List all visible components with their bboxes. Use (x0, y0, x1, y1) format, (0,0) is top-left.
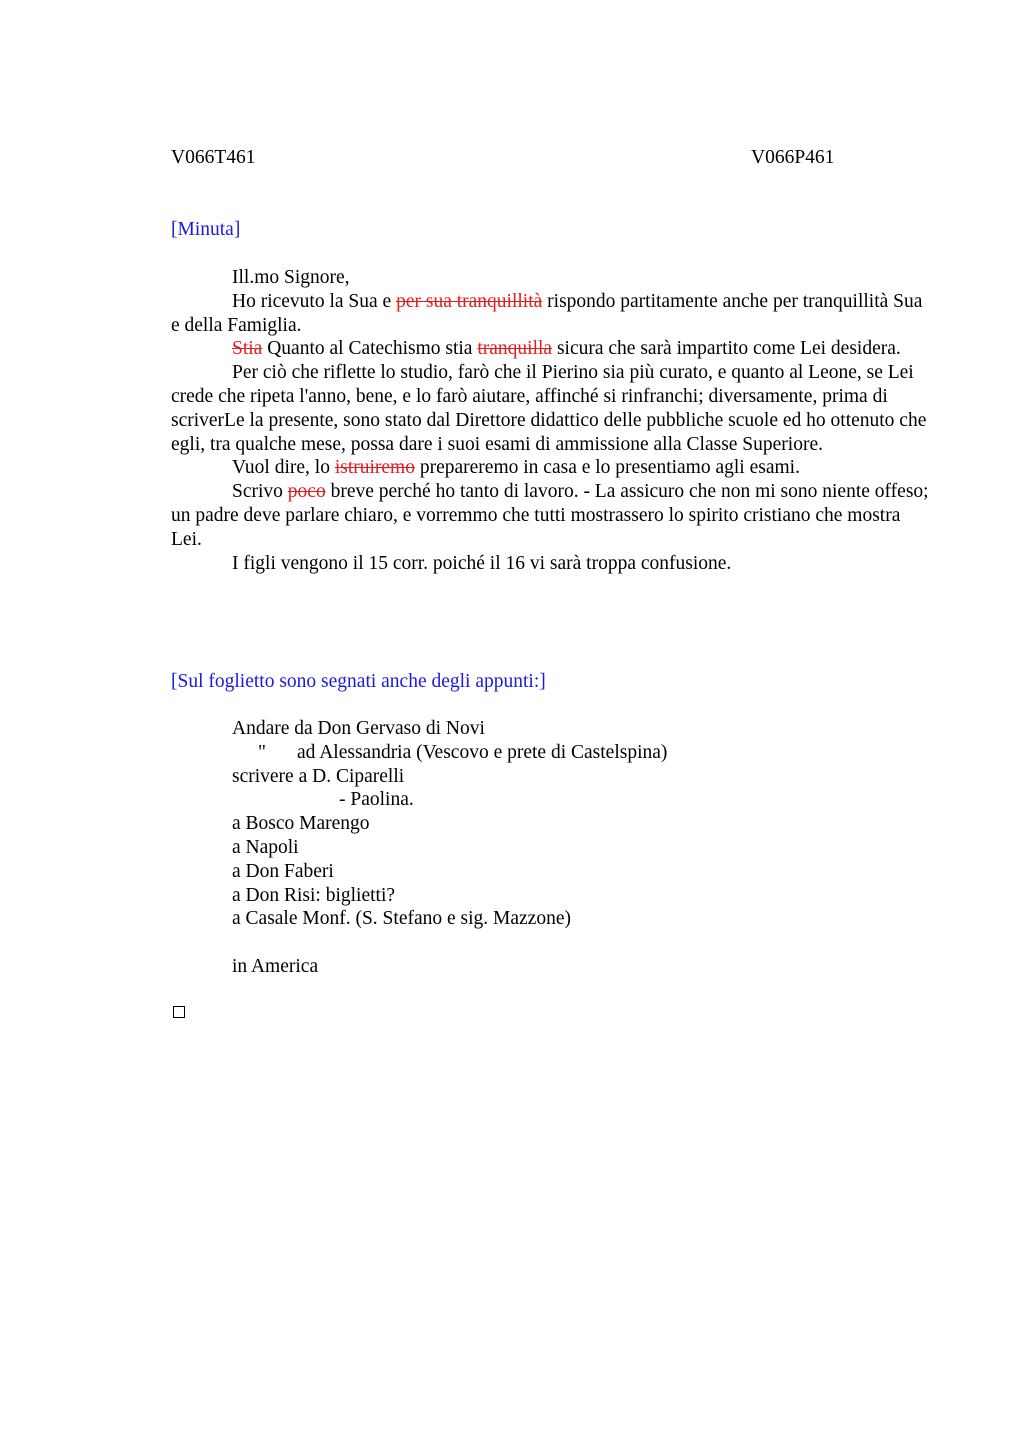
end-marker-square (173, 1006, 185, 1018)
blank-line (232, 931, 667, 955)
note-line (232, 741, 667, 765)
note-line: a Bosco Marengo (232, 813, 370, 835)
note-line: in America (232, 955, 319, 977)
editorial-note-foglietto: [Sul foglietto sono segnati anche degli appunti:] (171, 671, 546, 692)
notes-list (232, 717, 667, 979)
text-run: prepareremo in casa e lo presentiamo agli esami. (414, 457, 800, 479)
deleted-text: poco (287, 481, 326, 503)
text-run: rispondo partitamente anche per tranquillità Sua e della Famiglia. (171, 290, 923, 336)
text-run: Ho ricevuto la Sua e (232, 290, 397, 312)
note-line: a Casale Monf. (S. Stefano e sig. Mazzone) (232, 908, 571, 930)
letter-paragraph-2 (171, 337, 931, 361)
text-run: ad Alessandria (Vescovo e prete di Castelspina) (297, 741, 668, 763)
deleted-text: istruiremo (334, 457, 415, 479)
text-run: Vuol dire, lo (232, 457, 335, 479)
note-line: scrivere a D. Ciparelli (232, 765, 405, 787)
deleted-text: tranquilla (477, 338, 553, 360)
letter-paragraph-4 (171, 456, 931, 480)
note-line: - Paolina. (339, 789, 414, 811)
note-line: a Don Risi: biglietti? (232, 884, 396, 906)
letter-paragraph-5 (171, 480, 931, 551)
letter-paragraph-6: I figli vengono il 15 corr. poiché il 16 vi sarà troppa confusione. (232, 552, 732, 574)
note-line: a Napoli (232, 836, 299, 858)
note-line: Andare da Don Gervaso di Novi (232, 718, 485, 739)
letter-paragraph-1 (171, 290, 931, 338)
letter-paragraph-3: Per ciò che riflette lo studio, farò che il Pierino sia più curato, e quanto al Leone, se Lei crede che ripeta l'anno, bene, e lo farò aiutare, affinché si rinfranchi; diversamente, prima di scriverLe la presente, sono stato dal Direttore didattico delle pubbliche scuole ed ho ottenuto che egli, tra qualche mese, possa dare i suoi esami di ammissione alla Classe Superiore. (171, 362, 927, 455)
letter-body (171, 266, 931, 575)
text-run: Quanto al Catechismo stia (262, 338, 478, 360)
text-run: breve perché ho tanto di lavoro. - La assicuro che non mi sono niente offeso; un padre deve parlare chiaro, e vorremmo che tutti mostrassero lo spirito cristiano che mostra Lei. (171, 481, 929, 550)
deleted-text: per sua tranquillità (396, 290, 543, 312)
text-run: Scrivo (232, 481, 288, 503)
letter-salutation: Ill.mo Signore, (232, 267, 350, 288)
editorial-note-minuta: [Minuta] (171, 219, 241, 240)
header-left-code: V066T461 (171, 147, 256, 168)
deleted-text: Stia (232, 338, 263, 360)
ditto-mark: " (258, 741, 266, 763)
header-right-code: V066P461 (751, 147, 835, 168)
note-line: a Don Faberi (232, 860, 334, 882)
text-run: sicura che sarà impartito come Lei desidera. (552, 338, 901, 360)
